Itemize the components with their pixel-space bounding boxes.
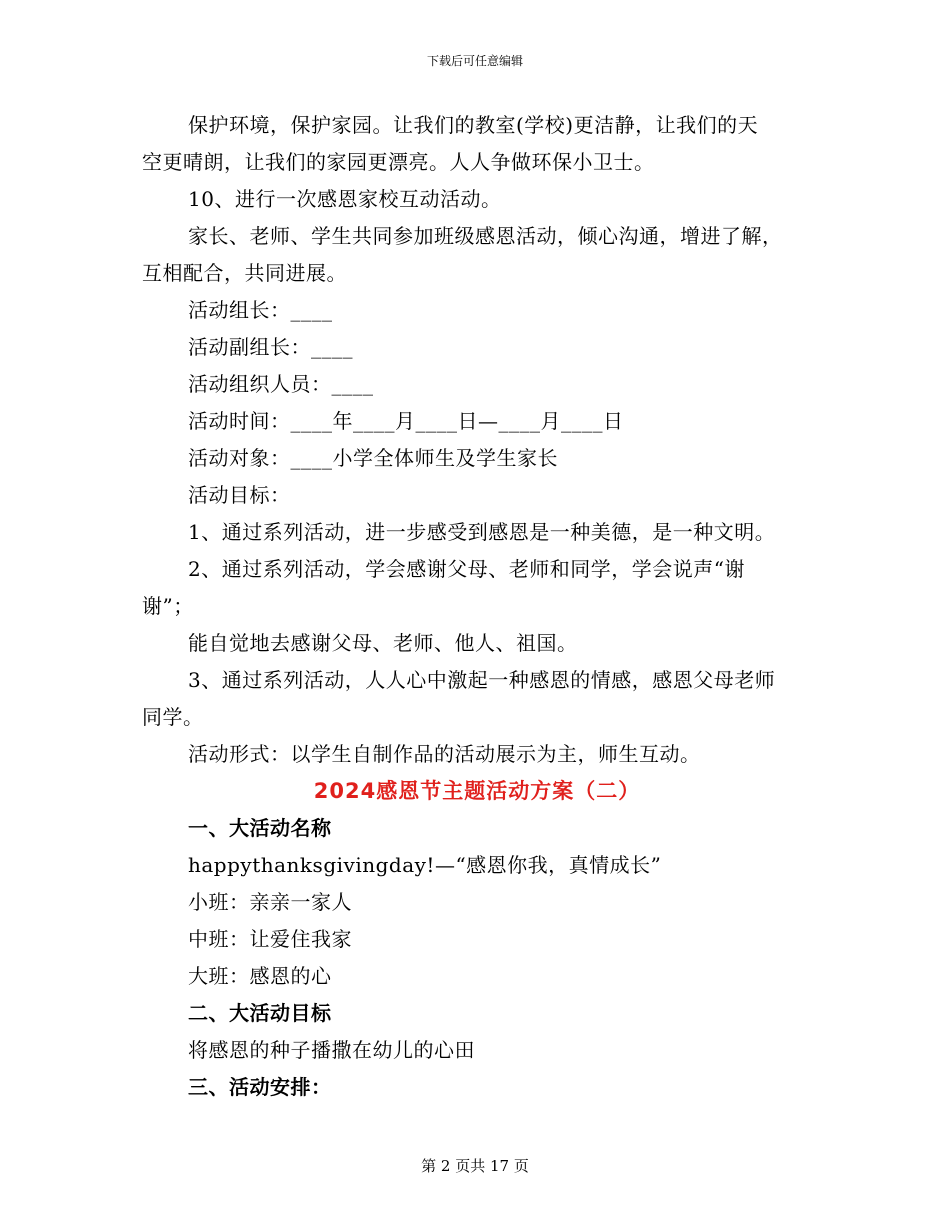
paragraph-line: 活动组长：____ — [188, 298, 333, 322]
document-body — [142, 107, 812, 1106]
paragraph-line: 活动目标： — [188, 483, 291, 507]
paragraph-line: 1、通过系列活动，进一步感受到感恩是一种美德，是一种文明。 — [188, 520, 776, 544]
section-heading: 三、活动安排： — [188, 1075, 332, 1099]
paragraph-line: 活动时间：____年____月____日—____月____日 — [188, 409, 624, 433]
page-footer: 第 2 页共 17 页 — [421, 1157, 529, 1175]
paragraph-line: 活动对象：____小学全体师生及学生家长 — [188, 446, 558, 470]
paragraph-line: 将感恩的种子播撒在幼儿的心田 — [188, 1038, 475, 1062]
section-heading: 一、大活动名称 — [188, 816, 332, 840]
paragraph-line: 大班：感恩的心 — [188, 964, 332, 988]
paragraph-line: 保护环境，保护家园。让我们的教室(学校)更洁静，让我们的天 — [188, 113, 759, 137]
paragraph-line: 2、通过系列活动，学会感谢父母、老师和同学，学会说声“谢 — [188, 557, 745, 581]
paragraph-line: 10、进行一次感恩家校互动活动。 — [188, 187, 502, 211]
page-header: 下载后可任意编辑 — [426, 54, 523, 68]
paragraph-line: 活动组织人员：____ — [188, 372, 374, 396]
section-title: 2024感恩节主题活动方案（二） — [313, 779, 641, 803]
paragraph-line: happythanksgivingday!—“感恩你我，真情成长” — [188, 853, 662, 877]
paragraph-line: 同学。 — [142, 705, 204, 729]
paragraph-line: 空更晴朗，让我们的家园更漂亮。人人争做环保小卫士。 — [142, 150, 655, 174]
paragraph-line: 3、通过系列活动，人人心中激起一种感恩的情感，感恩父母老师 — [188, 668, 776, 692]
section-heading: 二、大活动目标 — [188, 1001, 332, 1025]
paragraph-line: 谢”； — [142, 594, 194, 618]
paragraph-line: 能自觉地去感谢父母、老师、他人、祖国。 — [188, 631, 578, 655]
paragraph-line: 中班：让爱住我家 — [188, 927, 352, 951]
paragraph-line: 活动副组长：____ — [188, 335, 353, 359]
paragraph-line: 互相配合，共同进展。 — [142, 261, 347, 285]
paragraph-line: 家长、老师、学生共同参加班级感恩活动，倾心沟通，增进了解， — [188, 224, 783, 248]
paragraph-line: 活动形式：以学生自制作品的活动展示为主，师生互动。 — [188, 742, 701, 766]
paragraph-line: 小班：亲亲一家人 — [188, 890, 352, 914]
